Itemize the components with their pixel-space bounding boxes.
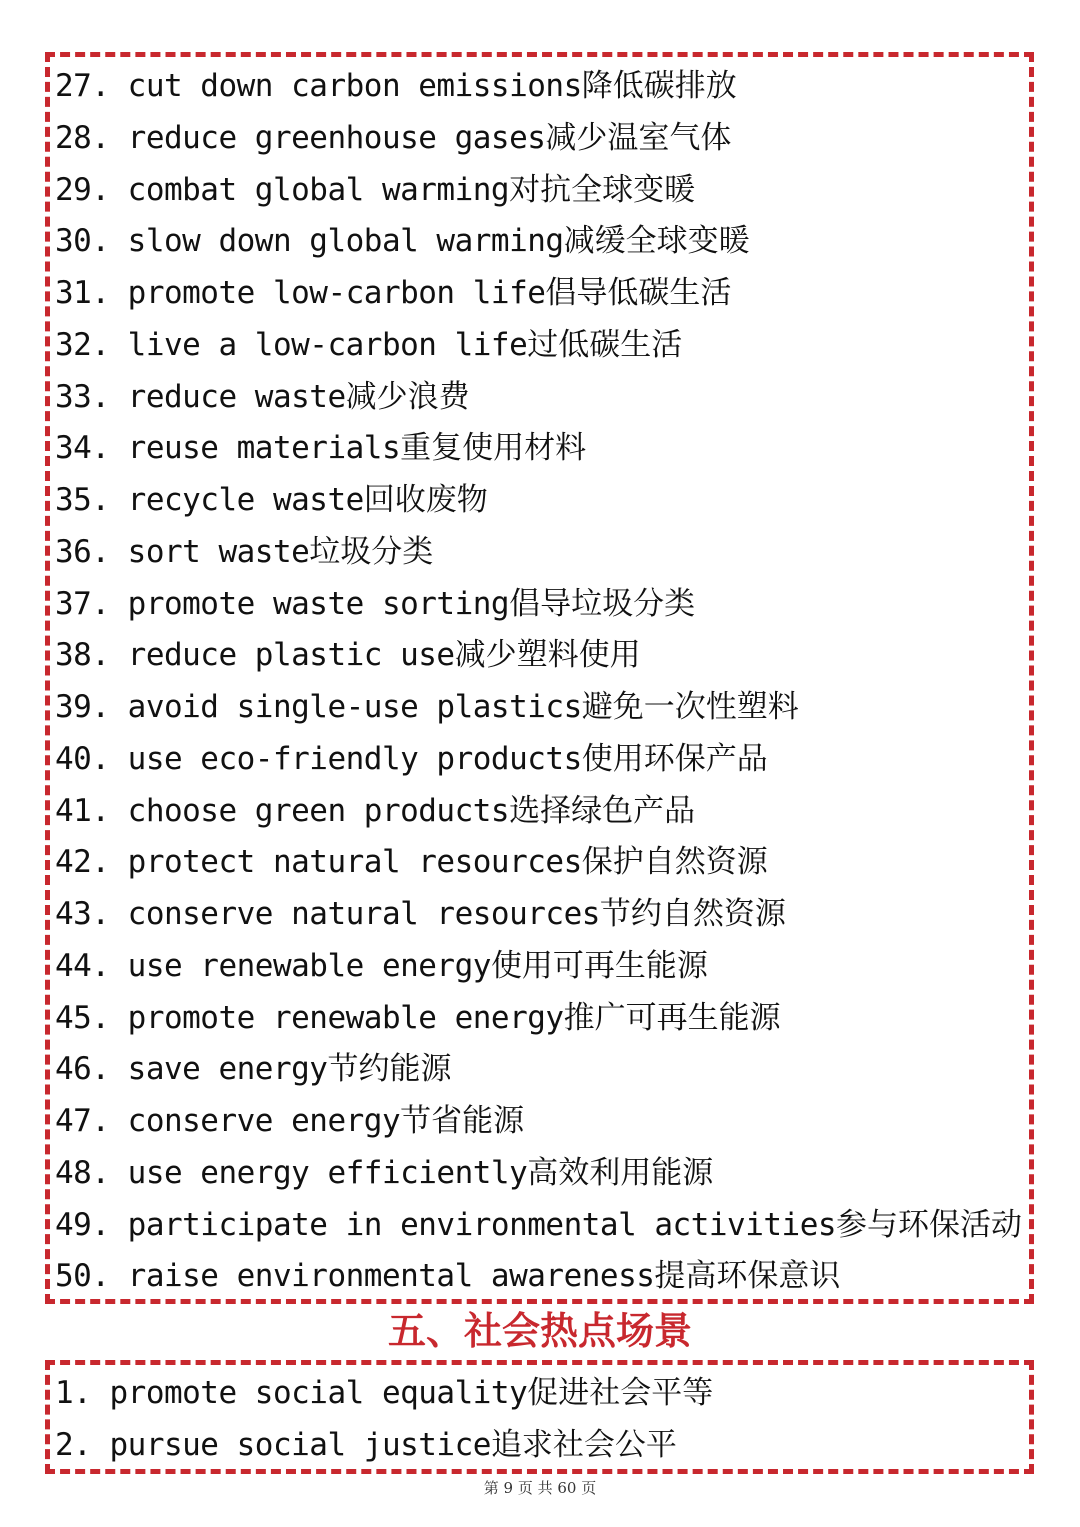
phrase-en: 48. use energy efficiently	[55, 1154, 528, 1191]
phrase-zh: 减少浪费	[345, 378, 470, 415]
phrase-zh: 回收废物	[363, 482, 488, 518]
list-item	[55, 320, 1029, 372]
phrase-en: 46. save energy	[55, 1051, 328, 1088]
phrase-zh: 使用环保产品	[581, 740, 768, 777]
phrase-en: 36. sort waste	[55, 533, 310, 570]
phrase-en: 33. reduce waste	[55, 378, 346, 415]
phrase-zh: 减缓全球变暖	[563, 223, 750, 260]
list-item	[55, 579, 1029, 631]
list-item	[55, 630, 1029, 682]
phrase-zh: 追求社会公平	[490, 1426, 677, 1463]
list-item	[55, 475, 1029, 527]
list-item	[55, 1251, 1029, 1303]
phrase-en: 40. use eco-friendly products	[55, 740, 582, 777]
phrase-en: 49. participate in environmental activities	[55, 1206, 837, 1243]
phrase-en: 1. promote social equality	[55, 1375, 528, 1411]
phrase-en: 39. avoid single-use plastics	[55, 689, 582, 725]
phrase-zh: 倡导低碳生活	[545, 275, 732, 311]
list-item	[55, 682, 1029, 734]
phrase-en: 50. raise environmental awareness	[55, 1258, 655, 1295]
list-item	[55, 889, 1029, 941]
phrase-zh: 降低碳排放	[581, 68, 737, 104]
phrase-en: 28. reduce greenhouse gases	[55, 119, 546, 156]
phrase-zh: 节约能源	[327, 1051, 452, 1088]
phrase-list-environment	[55, 61, 1029, 1303]
phrase-en: 37. promote waste sorting	[55, 585, 510, 622]
section-title: 五、社会热点场景	[387, 1309, 692, 1353]
list-item	[55, 527, 1029, 579]
list-item	[55, 837, 1029, 889]
phrase-en: 41. choose green products	[55, 792, 510, 829]
list-item	[55, 1420, 1029, 1472]
phrase-en: 29. combat global warming	[55, 171, 510, 208]
list-item	[55, 1148, 1029, 1200]
list-item	[55, 1200, 1029, 1252]
phrase-en: 38. reduce plastic use	[55, 637, 455, 674]
phrase-zh: 减少温室气体	[545, 119, 732, 156]
list-item	[55, 993, 1029, 1045]
list-item	[55, 372, 1029, 424]
phrase-zh: 倡导垃圾分类	[509, 585, 696, 622]
list-item	[55, 1368, 1029, 1420]
phrase-zh: 过低碳生活	[527, 326, 683, 363]
phrase-zh: 重复使用材料	[400, 430, 587, 467]
phrase-zh: 推广可再生能源	[563, 999, 781, 1036]
phrase-en: 42. protect natural resources	[55, 844, 582, 881]
phrase-en: 34. reuse materials	[55, 430, 401, 467]
page-number-footer: 第 9 页 共 60 页	[483, 1479, 597, 1497]
phrase-en: 44. use renewable energy	[55, 947, 491, 984]
phrase-en: 27. cut down carbon emissions	[55, 68, 582, 104]
list-item	[55, 786, 1029, 838]
phrase-zh: 参与环保活动	[836, 1206, 1023, 1243]
list-item	[55, 216, 1029, 268]
list-item	[55, 268, 1029, 320]
phrase-en: 43. conserve natural resources	[55, 896, 600, 932]
list-item	[55, 1096, 1029, 1148]
phrase-en: 35. recycle waste	[55, 482, 364, 518]
phrase-box-social	[45, 1360, 1034, 1474]
phrase-en: 32. live a low-carbon life	[55, 326, 528, 363]
list-item	[55, 165, 1029, 217]
phrase-en: 45. promote renewable energy	[55, 999, 564, 1036]
phrase-zh: 垃圾分类	[309, 533, 434, 570]
phrase-zh: 减少塑料使用	[454, 637, 641, 674]
phrase-zh: 对抗全球变暖	[509, 171, 696, 208]
phrase-box-environment	[45, 52, 1034, 1304]
phrase-en: 47. conserve energy	[55, 1103, 401, 1139]
phrase-en: 2. pursue social justice	[55, 1426, 491, 1463]
phrase-zh: 提高环保意识	[654, 1258, 841, 1295]
list-item	[55, 941, 1029, 993]
phrase-zh: 节约自然资源	[599, 896, 786, 932]
list-item	[55, 1044, 1029, 1096]
phrase-zh: 节省能源	[400, 1103, 525, 1139]
phrase-en: 31. promote low-carbon life	[55, 275, 546, 311]
phrase-zh: 保护自然资源	[581, 844, 768, 881]
phrase-en: 30. slow down global warming	[55, 223, 564, 260]
phrase-zh: 使用可再生能源	[490, 947, 708, 984]
phrase-zh: 选择绿色产品	[509, 792, 696, 829]
list-item	[55, 61, 1029, 113]
phrase-zh: 避免一次性塑料	[581, 689, 799, 725]
list-item	[55, 423, 1029, 475]
phrase-zh: 高效利用能源	[527, 1154, 714, 1191]
list-item	[55, 734, 1029, 786]
phrase-list-social	[55, 1368, 1029, 1472]
list-item	[55, 113, 1029, 165]
phrase-zh: 促进社会平等	[527, 1375, 714, 1411]
